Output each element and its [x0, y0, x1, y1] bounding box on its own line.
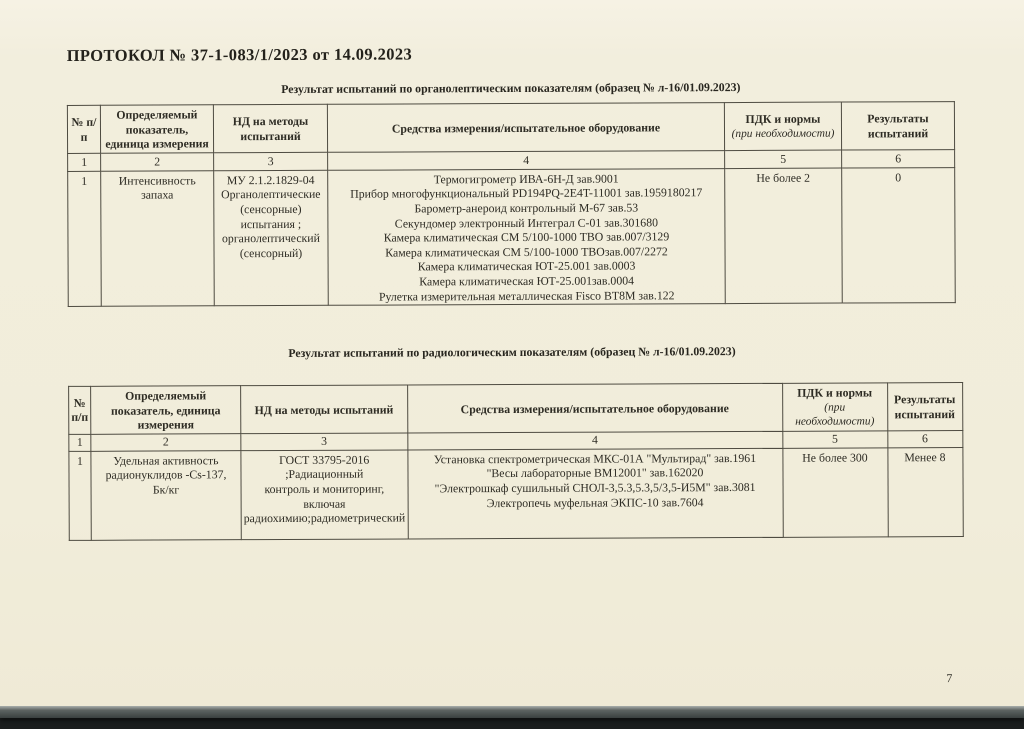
cell-equipment: Установка спектрометрическая МКС-01А "Мультирад" зав.1961 "Весы лабораторные ВМ12001" зав.162020 "Электрошкаф сушильный СНОЛ-3,5.3,5.3,5/3,5-И5М" зав.3081 Электропечь муфельная ЭКПС-10 зав.7604 [407, 448, 782, 539]
header-equipment: Средства измерения/испытательное оборудование [327, 103, 724, 153]
page-number: 7 [946, 671, 953, 686]
header-result: Результаты испытаний [887, 383, 962, 431]
cell-result: Менее 8 [887, 447, 962, 536]
cell-indicator: Удельная активность радионуклидов -Cs-137, Бк/кг [91, 450, 241, 540]
cell-limit: Не более 2 [725, 168, 843, 304]
col-number: 2 [91, 433, 241, 451]
radiological-header-row [69, 383, 963, 435]
col-number: 5 [782, 431, 887, 448]
organoleptic-header-row [67, 102, 954, 154]
section-title-organoleptic: Результат испытаний по органолептическим показателям (образец № л-16/01.09.2023) [281, 80, 741, 97]
col-number: 4 [328, 150, 725, 170]
header-method: НД на методы испытаний [213, 104, 327, 152]
header-method: НД на методы испытаний [241, 385, 408, 434]
col-number: 3 [214, 152, 328, 170]
protocol-title: ПРОТОКОЛ № 37-1-083/1/2023 от 14.09.2023 [66, 44, 413, 65]
cell-equipment: Термогигрометр ИВА-6Н-Д зав.9001 Прибор многофункциональный PD194PQ-2E4T-11001 зав.1959180217 Барометр-анероид контрольный М-67 зав.53 Секундомер электронный Интеграл С-01 зав.301680 Камера климатическая СМ 5/100-1000 ТВО зав.007/3129 Камера климатическая СМ 5/100-1000 ТВОзав.007/2272 Камера климатическая ЮТ-25.001 зав.0003 Камера климатическая ЮТ-25.001зав.0004 Рулетка измерительная металлическая Fisco BT8M зав.122 [328, 168, 726, 305]
cell-num: 1 [68, 171, 102, 306]
col-number: 2 [101, 153, 214, 171]
col-number: 1 [69, 434, 91, 451]
header-indicator: Определяемый показатель, единица измерения [91, 386, 241, 434]
scanner-bed-edge [0, 706, 1024, 718]
col-number: 6 [887, 430, 962, 447]
col-number: 4 [407, 431, 782, 450]
header-limit-label: ПДК и нормы [745, 111, 821, 127]
header-result: Результаты испытаний [841, 102, 954, 150]
radiological-table [68, 382, 963, 541]
header-limit-note: (при необходимости) [731, 127, 835, 140]
cell-limit: Не более 300 [782, 448, 887, 537]
header-equipment: Средства измерения/испытательное оборудование [407, 383, 782, 432]
col-number: 1 [68, 153, 101, 171]
header-limit-note: (при необходимости) [795, 401, 875, 428]
organoleptic-data-row [68, 167, 956, 306]
cell-method: ГОСТ 33795-2016 ;Радиационный контроль и мониторинг, включая радиохимию;радиометрический [241, 450, 408, 540]
header-num: № п/п [67, 105, 100, 153]
cell-indicator: Интенсивность запаха [101, 171, 215, 307]
header-limit [724, 102, 841, 150]
cell-method: МУ 2.1.2.1829-04 Органолептические (сенсорные) испытания ; органолептический (сенсорный) [214, 170, 329, 306]
organoleptic-table [67, 101, 956, 307]
section-title-radiological: Результат испытаний по радиологическим показателям (образец № л-16/01.09.2023) [288, 344, 736, 360]
col-number: 3 [241, 433, 408, 451]
cell-result: 0 [842, 167, 956, 303]
cell-num: 1 [69, 451, 91, 540]
header-limit [782, 383, 887, 431]
col-number: 6 [842, 149, 955, 167]
header-indicator: Определяемый показатель, единица измерения [100, 105, 213, 153]
header-limit-label: ПДК и нормы [797, 385, 873, 400]
col-number: 5 [725, 150, 842, 169]
header-num: № п/п [69, 386, 91, 434]
radiological-data-row [69, 447, 963, 540]
